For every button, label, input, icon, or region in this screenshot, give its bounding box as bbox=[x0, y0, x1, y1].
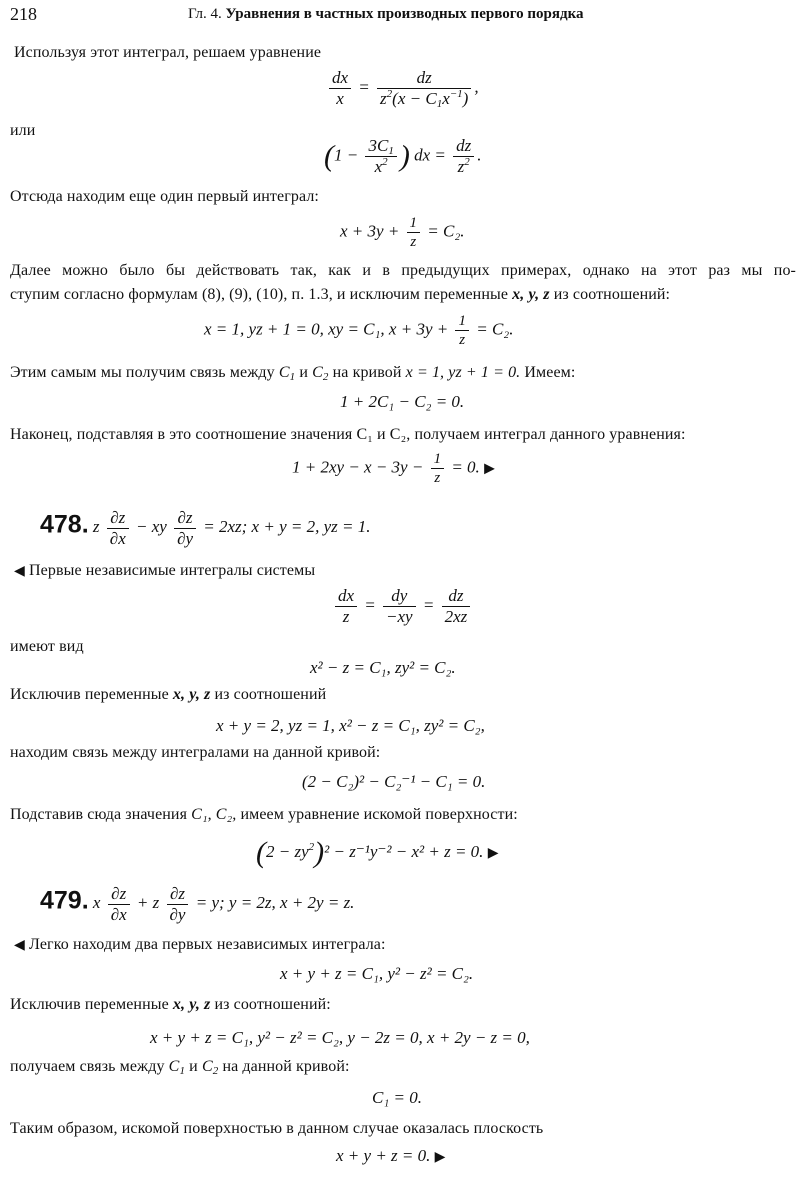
problem-478: 478. z $\frac{\partial z}{\partial x}$ − xy $\frac{\partial z}{\partial y}$ = 2xz; x + y = 2, yz = 1. bbox=[40, 508, 371, 548]
chapter-title: Уравнения в частных производных первого порядка bbox=[225, 6, 584, 22]
paragraph-13: Исключив переменные x, y, z из соотношений: bbox=[10, 996, 331, 1013]
paragraph-11: Подставив сюда значения C₁, C₂, имеем уравнение искомой поверхности: bbox=[10, 806, 518, 823]
equation-10: (2 − C₂)² − C₂⁻¹ − C₁ = 0. bbox=[302, 772, 486, 791]
running-head bbox=[188, 6, 584, 23]
paragraph-6: Наконец, подставляя в это соотношение значения C₁ и C₂, получаем интеграл данного уравнения: bbox=[10, 426, 686, 443]
paragraph-3: Отсюда находим еще один первый интеграл: bbox=[10, 188, 319, 205]
problem-479: 479. x $\frac{\partial z}{\partial x}$ + z $\frac{\partial z}{\partial y}$ = y; y = 2z, x + 2y = z. bbox=[40, 884, 355, 924]
end-of-solution-marker: ▶ bbox=[434, 1150, 446, 1165]
paragraph-8: имеют вид bbox=[10, 638, 84, 655]
equation-6: 1 + 2xy − x − 3y − $\frac{1}{z}$ = 0. ▶ bbox=[292, 451, 495, 486]
paragraph-15: Таким образом, искомой поверхностью в данном случае оказалась плоскость bbox=[10, 1120, 544, 1137]
paragraph-2: или bbox=[10, 122, 36, 139]
paragraph-9: Исключив переменные x, y, z из соотношений bbox=[10, 686, 327, 703]
start-of-solution-marker: ◀ bbox=[14, 564, 25, 579]
paragraph-10: находим связь между интегралами на данной кривой: bbox=[10, 744, 381, 761]
equation-5: 1 + 2C₁ − C₂ = 0. bbox=[340, 392, 465, 411]
paragraph-5: Этим самым мы получим связь между $C_1$ и $C_2$ на кривой x = 1, yz + 1 = 0. Имеем: bbox=[10, 364, 576, 383]
equation-9: x + y = 2, yz = 1, x² − z = C₁, zy² = C₂, bbox=[216, 716, 485, 735]
paragraph-1: Используя этот интеграл, решаем уравнение bbox=[14, 44, 322, 61]
equation-3: x + 3y + $\frac{1}{z}$ = C₂. bbox=[340, 215, 465, 250]
paragraph-14: получаем связь между $C_1$ и $C_2$ на данной кривой: bbox=[10, 1058, 350, 1077]
equation-15: x + y + z = 0. ▶ bbox=[336, 1146, 446, 1165]
page-header bbox=[10, 4, 796, 28]
paragraph-4b: ступим согласно формулам (8), (9), (10), п. 1.3, и исключим переменные x, y, z из соотношений: bbox=[10, 286, 671, 303]
equation-13: x + y + z = C₁, y² − z² = C₂, y − 2z = 0, x + 2y − z = 0, bbox=[150, 1028, 530, 1047]
end-of-solution-marker: ▶ bbox=[484, 461, 495, 477]
chapter-number: Гл. 4. bbox=[188, 6, 222, 22]
paragraph-12: ◀ Легко находим два первых независимых интеграла: bbox=[14, 936, 386, 953]
problem-number-478: 478. bbox=[40, 510, 89, 539]
equation-2: (1 − $\frac{3C_1}{x^2}$ ) dx = $\frac{dz}{z^2}$ . bbox=[324, 136, 482, 176]
start-of-solution-marker: ◀ bbox=[14, 938, 25, 953]
equation-1: $\frac{dx}{x}$ = $\frac{dz}{z^2(x - C_1x^{-1})}$ , bbox=[326, 68, 479, 109]
paragraph-4a: Далее можно было бы действовать так, как и в предыдущих примерах, однако на этот раз мы по- bbox=[10, 262, 796, 279]
end-of-solution-marker: ▶ bbox=[487, 845, 499, 861]
equation-11: $(2 - zy^2)^2 - z^{-1}y^{-2} - x^2 + z = 0$. ▶ bbox=[256, 836, 499, 869]
equation-4: x = 1, yz + 1 = 0, xy = C₁, x + 3y + $\frac{1}{z}$ = C₂. bbox=[204, 313, 514, 348]
equation-7: $\frac{dx}{z}$ = $\frac{dy}{-xy}$ = $\frac{dz}{2xz}$ bbox=[332, 586, 473, 627]
equation-8: x² − z = C₁, zy² = C₂. bbox=[310, 658, 456, 677]
equation-14: C₁ = 0. bbox=[372, 1088, 422, 1107]
page-number: 218 bbox=[10, 4, 37, 24]
problem-number-479: 479. bbox=[40, 886, 89, 915]
equation-12: x + y + z = C₁, y² − z² = C₂. bbox=[280, 964, 474, 983]
paragraph-7: ◀ Первые независимые интегралы системы bbox=[14, 562, 316, 579]
